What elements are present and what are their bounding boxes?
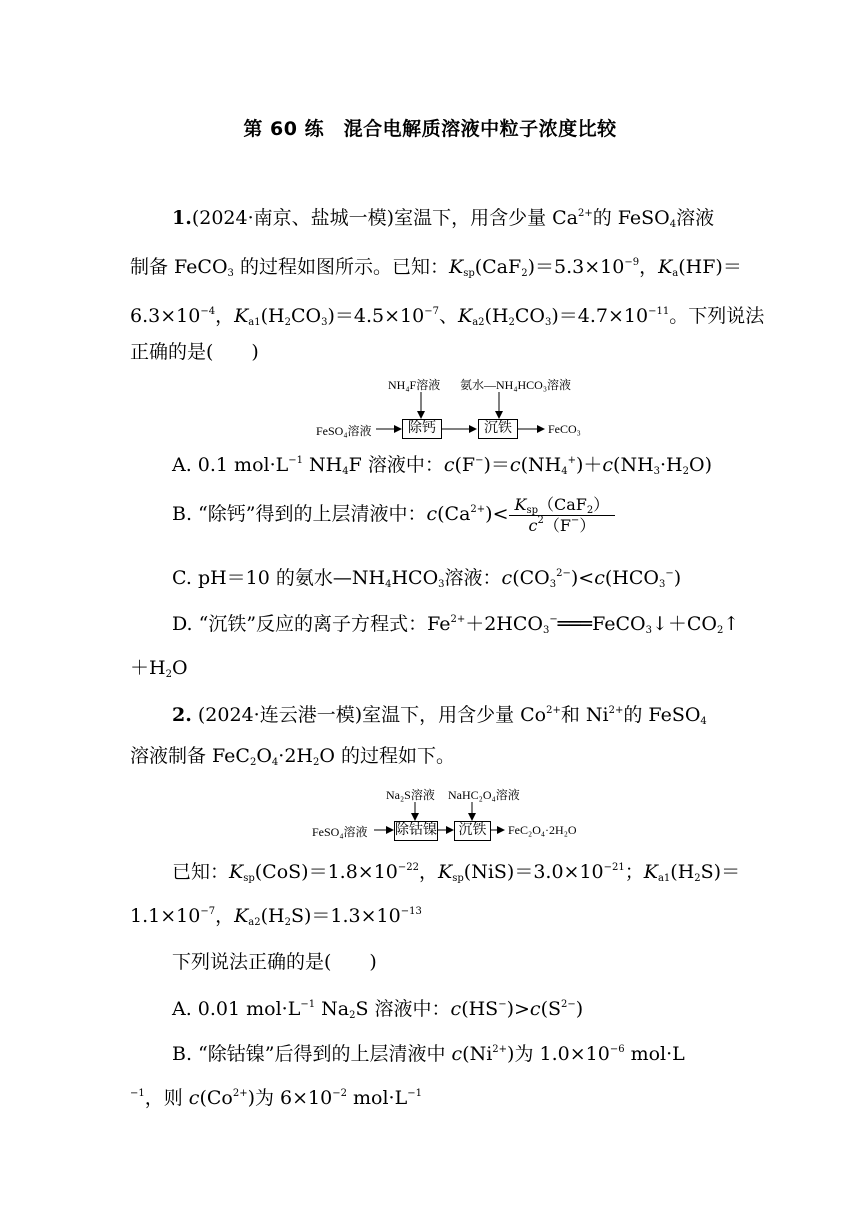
q2-diagram-box-iron: 沉铁: [454, 821, 491, 841]
q2-known-line-2: $1.1\times 10^{-7}$，$K_{a2}(H_2S)=1.3\times 10^{-13}$: [130, 905, 422, 928]
q2-diagram-box-cobalt-nickel: 除钴镍: [394, 821, 438, 841]
q2-line-1: 2. (2024·连云港一模)室温下，用含少量 $Co^{2+}$和 $Ni^{2+}$的 FeSO$_4$: [172, 704, 707, 727]
q1-number: 1.: [172, 207, 192, 229]
q2-diagram-input-1: Na₂S溶液: [386, 788, 435, 802]
q1-diagram-box-calcium: 除钙: [402, 419, 442, 439]
q2-ask: 下列说法正确的是( ): [172, 951, 377, 973]
q2-diagram-product: FeC₂O₄·2H₂O: [508, 823, 577, 837]
q2-option-a: A. 0.01 $mol\cdot L^{-1}$ $Na_2S$ 溶液中：$c(HS^-)>c(S^{2-})$: [172, 998, 584, 1021]
q2-number: 2.: [172, 704, 192, 726]
q2-diagram-input-2: NaHC₂O₄溶液: [448, 788, 520, 802]
q1-option-a: A. 0.1 $mol\cdot L^{-1}$ $NH_4F$ 溶液中：$c(F^-)=c(NH_4^+)+c(NH_3\cdot H_2O)$: [172, 454, 712, 477]
q1-option-c: C. pH＝10 的氨水$—NH_4HCO_3$溶液：$c(CO_3^{2-})<c(HCO_3^-)$: [172, 567, 682, 590]
q2-line-2: 溶液制备 $FeC_2O_4\cdot 2H_2O$ 的过程如下。: [130, 745, 455, 768]
q2-option-b-line-2: $^{-1}$，则 $c(Co^{2+})$为 $6\times 10^{-2}$ $mol\cdot L^{-1}$: [130, 1087, 422, 1109]
q1-option-d: D. “沉铁”反应的离子方程式：$Fe^{2+}+2HCO_3^-═══FeCO_3↓+CO_2↑$: [172, 613, 740, 636]
q1-line-4: 正确的是( ): [130, 341, 259, 363]
q2-known-line-1: 已知：$K_{sp}(CoS)=1.8\times 10^{-22}$，$K_{sp}(NiS)=3.0\times 10^{-21}$；$K_{a1}(H_2S)=$: [172, 861, 741, 884]
q1-option-b-fraction: $\frac{K_{sp}(CaF_2)}{c^2(F^-)}$: [509, 495, 616, 536]
q2-process-diagram: [310, 784, 620, 846]
q1-option-d-line-2: $+H_2O$: [130, 657, 188, 680]
q1-line-1: 1.(2024·南京、盐城一模)室温下，用含少量 $Ca^{2+}$的 FeSO$_4$溶液: [172, 207, 715, 230]
q2-option-b: B. “除钴镍”后得到的上层清液中 $c(Ni^{2+})$为 $1.0\times 10^{-6}$ mol·L: [172, 1043, 685, 1065]
q1-diagram-product: FeCO₃: [548, 422, 581, 436]
page-title: 第 60 练 混合电解质溶液中粒子浓度比较: [243, 118, 617, 140]
q1-diagram-feed: FeSO₄溶液: [316, 424, 372, 438]
q1-line-2: 制备 FeCO$_3$ 的过程如图所示。已知：$K_{sp}(CaF_2)=5.3\times 10^{-9}$，$K_a(HF)=$: [130, 256, 742, 279]
q1-diagram-input-2: 氨水—NH₄HCO₃溶液: [460, 378, 572, 392]
q1-option-b: B. “除钙”得到的上层清液中：$c(Ca^{2+})<$ $\frac{K_{sp}(CaF_2)}{c^2(F^-)}$: [172, 492, 615, 536]
q2-diagram-feed: FeSO₄溶液: [312, 825, 368, 839]
q1-diagram-input-1: NH₄F溶液: [388, 378, 441, 392]
q1-diagram-box-iron: 沉铁: [478, 419, 518, 439]
q1-process-diagram: [310, 374, 610, 444]
q1-line-3: $6.3\times 10^{-4}$，$K_{a1}(H_2CO_3)=4.5\times 10^{-7}$、$K_{a2}(H_2CO_3)=4.7\times 10^{-11}$。下列说法: [130, 305, 765, 328]
